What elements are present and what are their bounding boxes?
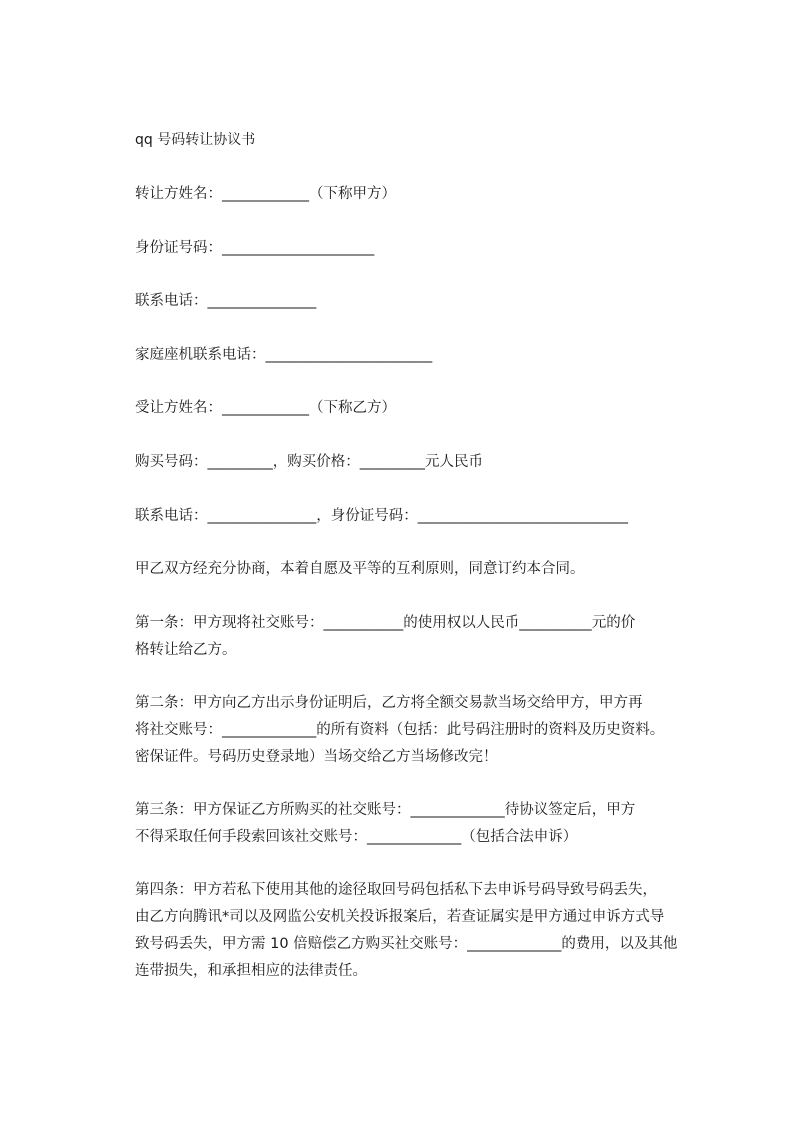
article-2-line-1: 第二条：甲方向乙方出示身份证明后，乙方将全额交易款当场交给甲方，甲方再 [135, 695, 643, 711]
home-phone-line: 家庭座机联系电话：_______________________ [135, 347, 433, 363]
transferee-name-line: 受让方姓名：____________（下称乙方） [135, 400, 396, 416]
purchase-number-price-line: 购买号码：_________，购买价格：_________元人民币 [135, 454, 483, 470]
article-3-line-1: 第三条：甲方保证乙方所购买的社交账号：_____________待协议签定后，甲方 [135, 802, 636, 818]
document-title: qq 号码转让协议书 [135, 132, 256, 148]
article-3-line-2: 不得采取任何手段索回该社交账号：_____________（包括合法申诉） [135, 829, 578, 845]
article-1-line-1: 第一条：甲方现将社交账号：___________的使用权以人民币__________元的价 [135, 615, 636, 631]
transferor-name-line: 转让方姓名：____________（下称甲方） [135, 186, 396, 202]
article-1-line-2: 格转让给乙方。 [135, 642, 237, 658]
transferee-phone-id-line: 联系电话：_______________，身份证号码：_____________________________ [135, 508, 628, 524]
transferor-id-line: 身份证号码：_____________________ [135, 240, 375, 256]
article-2-line-3: 密保证件。号码历史登录地）当场交给乙方当场修改完！ [135, 749, 498, 765]
transferor-phone-line: 联系电话：_______________ [135, 293, 317, 309]
agreement-intro-line: 甲乙双方经充分协商，本着自愿及平等的互利原则，同意订约本合同。 [135, 561, 585, 577]
article-4-line-4: 连带损失，和承担相应的法律责任。 [135, 963, 367, 979]
article-2-line-2: 将社交账号：_____________的所有资料（包括：此号码注册时的资料及历史资料。 [135, 722, 665, 738]
article-4-line-2: 由乙方向腾讯*司以及网监公安机关投诉报案后，若查证属实是甲方通过申诉方式导 [135, 909, 665, 925]
article-4-line-3: 致号码丢失，甲方需 10 倍赔偿乙方购买社交账号：_____________的费用，以及其他 [135, 936, 678, 952]
article-4-line-1: 第四条：甲方若私下使用其他的途径取回号码包括私下去申诉号码导致号码丢失， [135, 882, 657, 898]
